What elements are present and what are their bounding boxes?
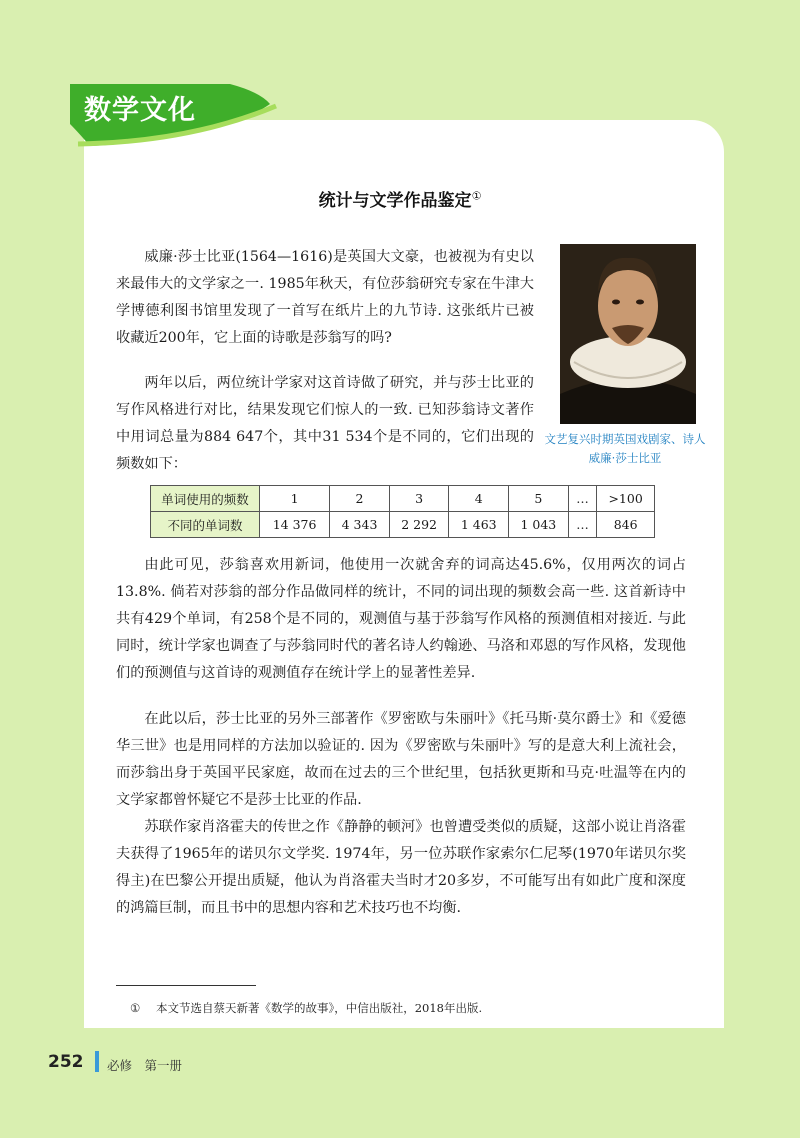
table-cell: 4 343 [330, 512, 390, 538]
article-title-text: 统计与文学作品鉴定 [318, 191, 472, 211]
table-cell: 846 [597, 512, 655, 538]
article-title [0, 186, 800, 211]
footnote-ref: ① [471, 189, 482, 203]
table-row-header: 单词使用的频数 [151, 486, 260, 512]
table-cell: >100 [597, 486, 655, 512]
table-cell: 5 [509, 486, 569, 512]
table-cell: 1 [260, 486, 330, 512]
footnote [130, 1000, 482, 1016]
table-cell: 1 463 [449, 512, 509, 538]
table-cell: 2 [330, 486, 390, 512]
page-number-divider [95, 1051, 99, 1072]
book-label: 必修 第一册 [107, 1058, 183, 1073]
table-row-header: 不同的单词数 [151, 512, 260, 538]
footnote-text: 本文节选自蔡天新著《数学的故事》，中信出版社，2018年出版. [155, 1001, 483, 1015]
footnote-divider [116, 985, 256, 986]
footnote-marker: ① [130, 1001, 141, 1015]
section-title: 数学文化 [84, 95, 196, 126]
paragraph-2: 两年以后，两位统计学家对这首诗做了研究，并与莎士比亚的写作风格进行对比，结果发现它们惊人的一致. 已知莎翁诗文著作中用词总量为884 647个，其中31 534个是不同的，它们出现的频数如下： [116, 375, 534, 472]
paragraph-3: 由此可见，莎翁喜欢用新词，他使用一次就舍弃的词高达45.6%，仅用两次的词占13.8%. 倘若对莎翁的部分作品做同样的统计，不同的词出现的频数会高一些. 这首新诗中共有429个单词，有258个是不同的，观测值与基于莎翁写作风格的预测值相对接近. 与此同时，统计学家也调查了与莎翁同时代的著名诗人约翰逊、马洛和邓恩的写作风格，发现他们的预测值与这首诗的观测值存在统计学上的显著性差异. [116, 557, 686, 681]
table-cell: 1 043 [509, 512, 569, 538]
table-row [151, 512, 655, 538]
paragraph-1: 威廉·莎士比亚(1564—1616)是英国大文豪，也被视为有史以来最伟大的文学家之一. 1985年秋天，有位莎翁研究专家在牛津大学博德利图书馆里发现了一首写在纸片上的九节诗. 这张纸片已被收藏近200年，它上面的诗歌是莎翁写的吗? [116, 249, 534, 346]
page-number: 252 [48, 1052, 84, 1072]
table-cell: … [568, 512, 597, 538]
table-cell: 2 292 [389, 512, 449, 538]
shakespeare-portrait-image [560, 244, 696, 424]
table-cell: 4 [449, 486, 509, 512]
portrait-caption: 文艺复兴时期英国戏剧家、诗人威廉·莎士比亚 [544, 432, 706, 465]
paragraph-5: 苏联作家肖洛霍夫的传世之作《静静的顿河》也曾遭受类似的质疑，这部小说让肖洛霍夫获得了1965年的诺贝尔文学奖. 1974年，另一位苏联作家索尔仁尼琴(1970年诺贝尔奖得主)在巴黎公开提出质疑，他认为肖洛霍夫当时才20多岁，不可能写出有如此广度和深度的鸿篇巨制，而且书中的思想内容和艺术技巧也不均衡. [116, 819, 686, 916]
table-cell: 14 376 [260, 512, 330, 538]
table-cell: 3 [389, 486, 449, 512]
word-frequency-table [150, 485, 655, 538]
table-row [151, 486, 655, 512]
table-cell: … [568, 486, 597, 512]
paragraph-4: 在此以后，莎士比亚的另外三部著作《罗密欧与朱丽叶》《托马斯·莫尔爵士》和《爱德华三世》也是用同样的方法加以验证的. 因为《罗密欧与朱丽叶》写的是意大利上流社会，而莎翁出身于英国平民家庭，故而在过去的三个世纪里，包括狄更斯和马克·吐温等在内的文学家都曾怀疑它不是莎士比亚的作品. [116, 711, 686, 808]
